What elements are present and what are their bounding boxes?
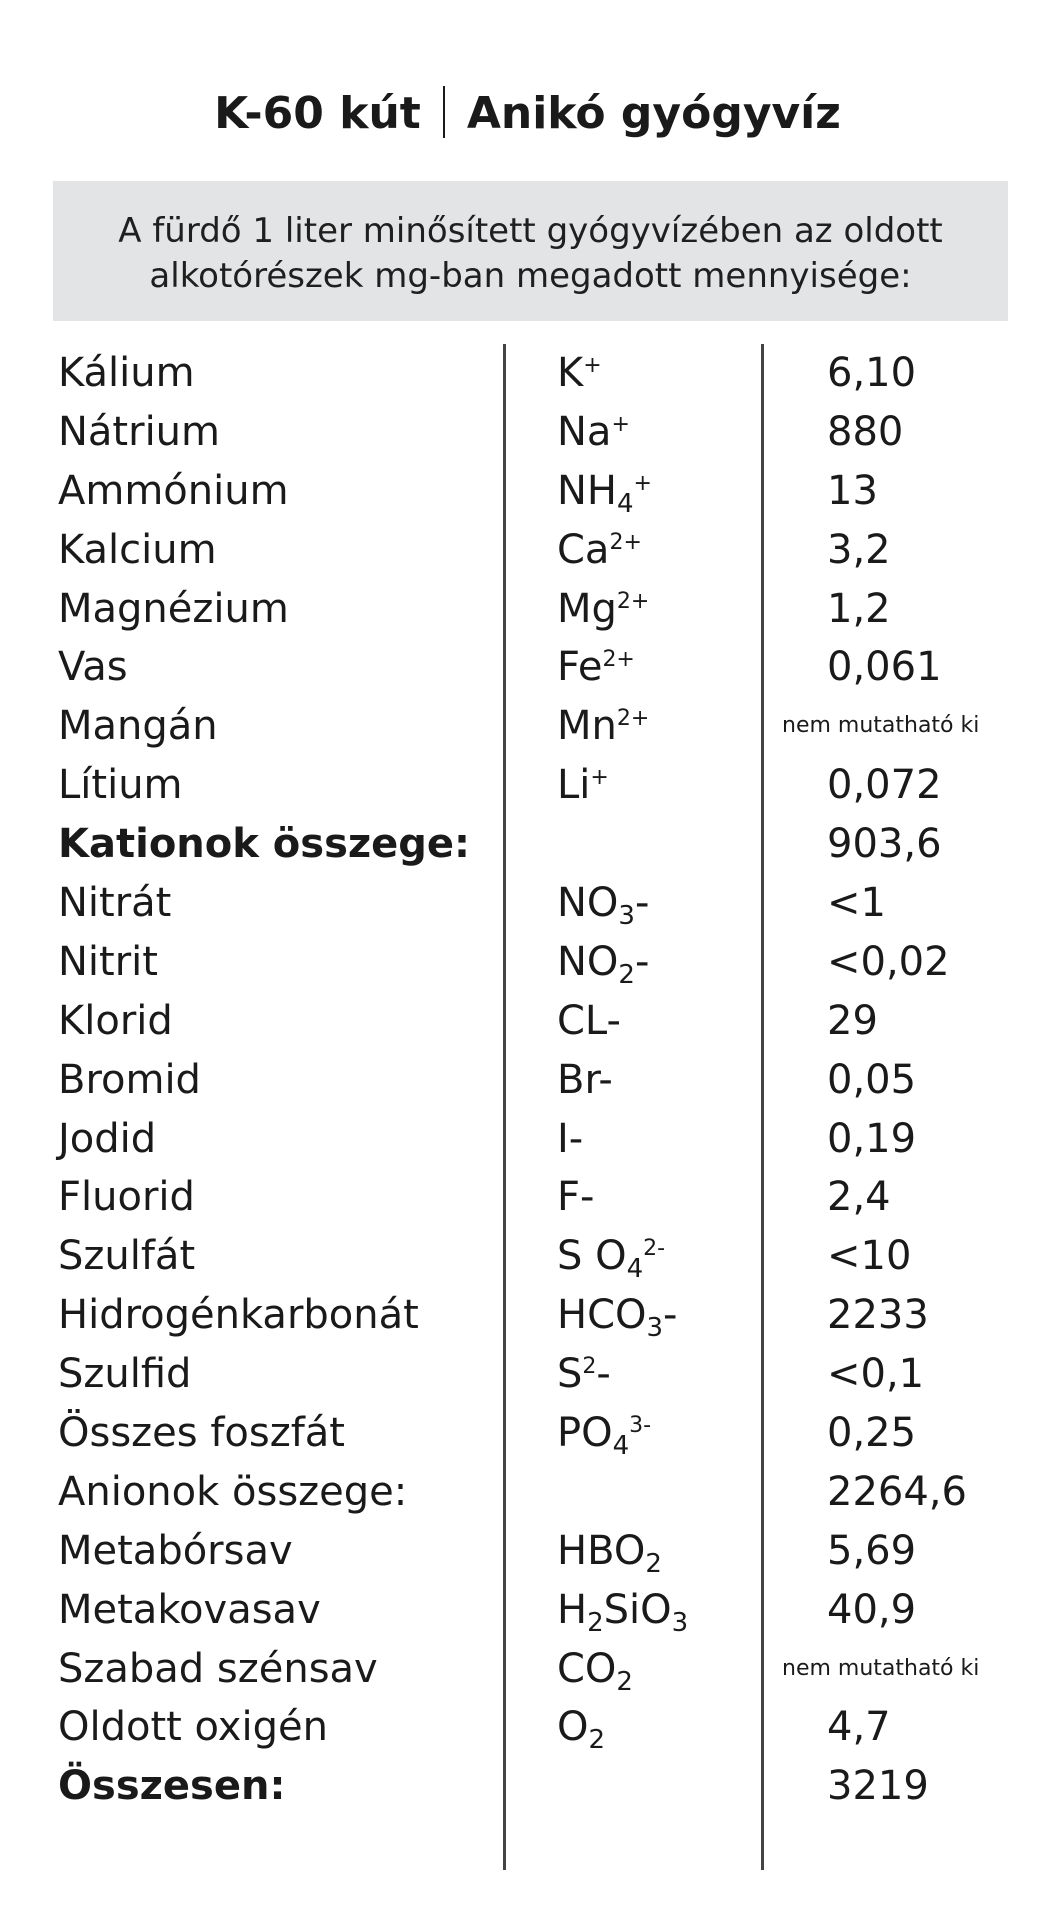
component-value: 0,19 xyxy=(827,1115,917,1162)
component-value: 2264,6 xyxy=(827,1468,967,1515)
table-row xyxy=(0,933,1055,992)
chemical-symbol xyxy=(557,1522,662,1581)
symbol-sup: 2 xyxy=(582,1354,597,1380)
chemical-symbol xyxy=(557,1404,651,1463)
table-row xyxy=(0,462,1055,521)
component-value: 0,05 xyxy=(827,1056,917,1103)
symbol-sup: 2- xyxy=(643,1236,666,1262)
component-value: 5,69 xyxy=(827,1527,917,1574)
symbol-sub: 4 xyxy=(626,1254,644,1285)
table-row xyxy=(0,815,1055,874)
symbol-sub: 4 xyxy=(612,1431,630,1462)
chemical-symbol xyxy=(557,638,635,697)
table-row xyxy=(0,1168,1055,1227)
symbol-tail: - xyxy=(596,1351,611,1398)
component-value: 0,25 xyxy=(827,1410,917,1457)
symbol-sym: K xyxy=(557,350,584,396)
table-row xyxy=(0,638,1055,697)
component-value: <0,02 xyxy=(827,938,950,985)
component-value: 880 xyxy=(827,408,904,455)
symbol-sup: + xyxy=(611,411,630,437)
component-name: Összesen: xyxy=(58,1763,286,1810)
chemical-symbol xyxy=(557,874,649,933)
symbol-sym: I- xyxy=(557,1115,584,1162)
chemical-symbol xyxy=(557,521,642,580)
table-row xyxy=(0,521,1055,580)
intro-box xyxy=(53,181,1008,321)
table-row xyxy=(0,1286,1055,1345)
symbol-sym: Li xyxy=(557,762,591,809)
chemical-symbol xyxy=(557,344,602,403)
component-name: Szulfát xyxy=(58,1233,196,1280)
symbol-sup: 3- xyxy=(629,1413,652,1439)
table-row xyxy=(0,1345,1055,1404)
component-name: Szabad szénsav xyxy=(58,1645,378,1692)
symbol-sub: 3 xyxy=(618,901,635,932)
symbol-sub: 2 xyxy=(588,1725,606,1756)
table-row xyxy=(0,992,1055,1051)
component-value: 2233 xyxy=(827,1292,929,1339)
symbol-sym: Br- xyxy=(557,1056,613,1103)
symbol-sym: Mn xyxy=(557,703,617,750)
symbol-sym: Ca xyxy=(557,526,610,573)
component-value: 3,2 xyxy=(827,526,891,573)
symbol-sub: 2 xyxy=(616,1666,633,1697)
symbol-sup: 2+ xyxy=(616,706,650,732)
component-name: Fluorid xyxy=(58,1174,195,1221)
table-row xyxy=(0,580,1055,639)
table-row xyxy=(0,1757,1055,1816)
symbol-sup: + xyxy=(590,765,609,791)
component-value: <10 xyxy=(827,1233,912,1280)
table-row xyxy=(0,403,1055,462)
component-value: 29 xyxy=(827,997,878,1044)
component-name: Oldott oxigén xyxy=(58,1704,328,1751)
component-name: Vas xyxy=(58,644,128,691)
component-name: Szulfid xyxy=(58,1351,192,1398)
component-name: Kalcium xyxy=(58,526,217,573)
table-row xyxy=(0,874,1055,933)
intro-line-2: alkotórészek mg-ban megadott mennyisége: xyxy=(149,256,912,296)
component-name: Hidrogénkarbonát xyxy=(58,1292,419,1339)
chemical-symbol xyxy=(557,1168,594,1227)
chemical-symbol xyxy=(557,933,649,992)
symbol-sym: H xyxy=(557,1586,588,1633)
symbol-sym: HCO xyxy=(557,1292,647,1339)
chemical-symbol xyxy=(557,1051,613,1110)
component-name: Összes foszfát xyxy=(58,1410,345,1457)
table-row xyxy=(0,1404,1055,1463)
symbol-sym: S O xyxy=(557,1233,627,1280)
component-name: Kationok összege: xyxy=(58,821,471,868)
symbol-sup: 2+ xyxy=(602,647,635,673)
component-value: nem mutatható ki xyxy=(782,1655,980,1681)
component-value: 0,072 xyxy=(827,762,942,809)
symbol-sym: NO xyxy=(557,938,619,985)
component-name: Klorid xyxy=(58,997,173,1044)
chemical-symbol xyxy=(557,697,649,756)
well-name: K-60 kút xyxy=(214,88,421,139)
symbol-sup: + xyxy=(633,470,652,496)
chemical-symbol xyxy=(557,403,630,462)
component-value: 13 xyxy=(827,467,878,514)
component-value: <1 xyxy=(827,880,886,927)
table-row xyxy=(0,1581,1055,1640)
symbol-sym: HBO xyxy=(557,1527,646,1574)
table-row xyxy=(0,697,1055,756)
symbol-sym: NH xyxy=(557,467,617,514)
chemical-symbol xyxy=(557,1640,633,1699)
component-value: 6,10 xyxy=(827,350,917,396)
table-row xyxy=(0,1698,1055,1757)
symbol-sub: 2 xyxy=(618,959,635,990)
table-row xyxy=(0,1051,1055,1110)
component-value: 40,9 xyxy=(827,1586,917,1633)
table-row xyxy=(0,1463,1055,1522)
chemical-symbol xyxy=(557,1345,611,1404)
symbol-sub: 2 xyxy=(587,1607,604,1638)
component-value: nem mutatható ki xyxy=(782,713,980,739)
symbol-sub2: 3 xyxy=(671,1607,689,1638)
symbol-sub: 4 xyxy=(617,488,634,519)
component-name: Anionok összege: xyxy=(58,1468,408,1515)
composition-table xyxy=(0,344,1055,1816)
component-name: Ammónium xyxy=(58,467,289,514)
component-value: 903,6 xyxy=(827,821,942,868)
symbol-sup: 2+ xyxy=(609,529,642,555)
symbol-sym: NO xyxy=(557,880,619,927)
symbol-sub: 2 xyxy=(645,1548,662,1579)
symbol-sub: 3 xyxy=(646,1313,664,1344)
component-name: Bromid xyxy=(58,1056,201,1103)
symbol-tail: SiO xyxy=(603,1586,672,1633)
component-value: 2,4 xyxy=(827,1174,891,1221)
chemical-symbol xyxy=(557,1581,688,1640)
symbol-tail: - xyxy=(634,880,650,927)
component-value: 0,061 xyxy=(827,644,942,691)
table-row xyxy=(0,756,1055,815)
chemical-symbol xyxy=(557,1227,665,1286)
component-value: 1,2 xyxy=(827,585,891,632)
component-name: Jodid xyxy=(58,1115,157,1162)
symbol-sym: S xyxy=(557,1351,583,1398)
component-name: Magnézium xyxy=(58,585,289,632)
table-row xyxy=(0,1227,1055,1286)
title-divider xyxy=(443,86,445,138)
page-title xyxy=(0,84,1055,144)
component-name: Metakovasav xyxy=(58,1586,321,1633)
component-name: Mangán xyxy=(58,703,218,750)
component-value: 4,7 xyxy=(827,1704,891,1751)
table-row xyxy=(0,1640,1055,1699)
component-name: Metabórsav xyxy=(58,1527,293,1574)
component-name: Nitrit xyxy=(58,938,158,985)
symbol-sup: 2+ xyxy=(616,588,650,614)
chemical-symbol xyxy=(557,1286,677,1345)
symbol-sym: Mg xyxy=(557,585,617,632)
component-value: 3219 xyxy=(827,1763,929,1810)
table-row xyxy=(0,1110,1055,1169)
symbol-sym: O xyxy=(557,1704,589,1751)
water-name: Anikó gyógyvíz xyxy=(466,88,841,139)
symbol-tail: - xyxy=(663,1292,678,1339)
component-name: Kálium xyxy=(58,350,195,396)
symbol-sym: CO xyxy=(557,1645,617,1692)
symbol-sym: PO xyxy=(557,1410,613,1457)
chemical-symbol xyxy=(557,992,621,1051)
chemical-symbol xyxy=(557,580,649,639)
symbol-sup: + xyxy=(583,353,602,378)
symbol-tail: - xyxy=(634,938,650,985)
chemical-symbol xyxy=(557,1110,583,1169)
table-row xyxy=(0,344,1055,403)
symbol-sym: Na xyxy=(557,408,612,455)
component-name: Lítium xyxy=(58,762,183,809)
chemical-symbol xyxy=(557,756,609,815)
component-name: Nátrium xyxy=(58,408,220,455)
component-value: <0,1 xyxy=(827,1351,925,1398)
symbol-sym: Fe xyxy=(557,644,603,691)
intro-line-1: A fürdő 1 liter minősített gyógyvízében az oldott xyxy=(118,211,943,251)
symbol-sym: CL- xyxy=(557,997,621,1044)
table-row xyxy=(0,1522,1055,1581)
chemical-symbol xyxy=(557,1698,605,1757)
chemical-symbol xyxy=(557,462,652,521)
symbol-sym: F- xyxy=(557,1174,595,1221)
component-name: Nitrát xyxy=(58,880,172,927)
